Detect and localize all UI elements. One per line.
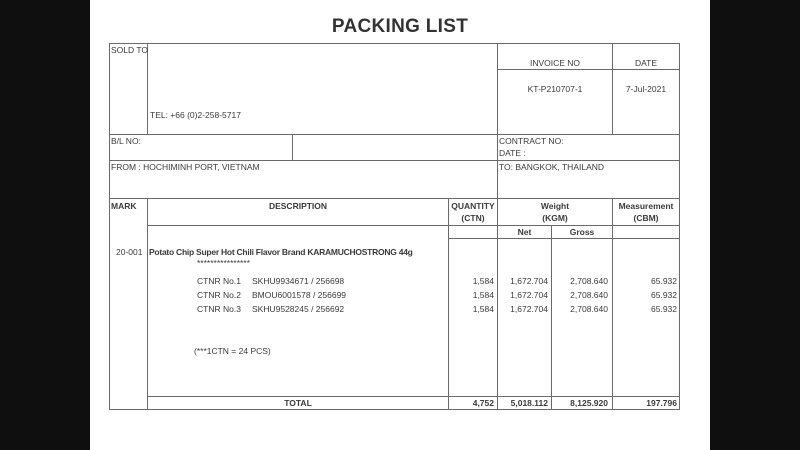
total-net: 5,018.112 xyxy=(510,398,548,408)
column-divider xyxy=(147,198,148,409)
item-separator: **************** xyxy=(197,258,250,268)
sold-to-tel: TEL: +66 (0)2-258-5717 xyxy=(150,110,241,120)
container-label: CTNR No.2 xyxy=(197,290,241,300)
container-measurement: 65.932 xyxy=(651,276,677,286)
bl-no-label: B/L NO: xyxy=(111,136,141,146)
container-label: CTNR No.1 xyxy=(197,276,241,286)
table-border xyxy=(679,43,680,410)
invoice-no-value: KT-P210707-1 xyxy=(527,84,583,94)
divider xyxy=(109,160,680,161)
divider xyxy=(109,198,680,199)
header-description: DESCRIPTION xyxy=(268,201,328,211)
header-mark: MARK xyxy=(111,201,137,211)
packing-list-page xyxy=(90,0,710,450)
divider xyxy=(292,134,293,160)
divider xyxy=(147,225,680,226)
item-description: Potato Chip Super Hot Chili Flavor Brand KARAMUCHOSTRONG 44g xyxy=(149,247,413,257)
sold-to-label: SOLD TO xyxy=(111,45,149,55)
column-divider xyxy=(551,225,552,409)
table-border xyxy=(109,409,680,410)
container-quantity: 1,584 xyxy=(472,276,494,286)
divider xyxy=(147,396,680,397)
container-measurement: 65.932 xyxy=(651,304,677,314)
header-measurement-unit: (CBM) xyxy=(633,213,659,223)
table-border xyxy=(109,43,680,44)
container-label: CTNR No.3 xyxy=(197,304,241,314)
contract-no-label: CONTRACT NO: xyxy=(499,136,564,146)
header-net: Net xyxy=(517,227,532,237)
container-net: 1,672.704 xyxy=(510,304,548,314)
divider xyxy=(497,160,498,198)
divider xyxy=(448,238,680,239)
invoice-no-label: INVOICE NO xyxy=(529,58,581,68)
container-gross: 2,708.640 xyxy=(570,290,608,300)
total-quantity: 4,752 xyxy=(472,398,494,408)
total-label: TOTAL xyxy=(284,398,312,408)
invoice-date-value: 7-Jul-2021 xyxy=(625,84,667,94)
to-port: TO: BANGKOK, THAILAND xyxy=(499,162,605,172)
header-quantity-unit: (CTN) xyxy=(461,213,485,223)
table-border xyxy=(109,43,110,410)
divider xyxy=(497,69,680,70)
total-gross: 8,125.920 xyxy=(570,398,608,408)
header-quantity: QUANTITY xyxy=(451,201,495,211)
contract-date-label: DATE : xyxy=(499,148,526,158)
container-number: SKHU9934671 / 256698 xyxy=(252,276,345,286)
container-gross: 2,708.640 xyxy=(570,304,608,314)
header-weight: Weight xyxy=(540,201,570,211)
container-number: BMOU6001578 / 256699 xyxy=(252,290,347,300)
from-port: FROM : HOCHIMINH PORT, VIETNAM xyxy=(111,162,260,172)
container-quantity: 1,584 xyxy=(472,290,494,300)
header-gross: Gross xyxy=(569,227,595,237)
divider xyxy=(109,134,680,135)
container-net: 1,672.704 xyxy=(510,276,548,286)
container-net: 1,672.704 xyxy=(510,290,548,300)
divider xyxy=(147,43,148,134)
date-label: DATE xyxy=(634,58,658,68)
total-measurement: 197.796 xyxy=(646,398,677,408)
container-gross: 2,708.640 xyxy=(570,276,608,286)
item-note: (***1CTN = 24 PCS) xyxy=(194,346,271,356)
page-title: PACKING LIST xyxy=(331,16,469,37)
item-mark: 20-001 xyxy=(116,247,143,257)
header-measurement: Measurement xyxy=(618,201,674,211)
header-weight-unit: (KGM) xyxy=(542,213,568,223)
container-quantity: 1,584 xyxy=(472,304,494,314)
container-measurement: 65.932 xyxy=(651,290,677,300)
container-number: SKHU9528245 / 256692 xyxy=(252,304,345,314)
